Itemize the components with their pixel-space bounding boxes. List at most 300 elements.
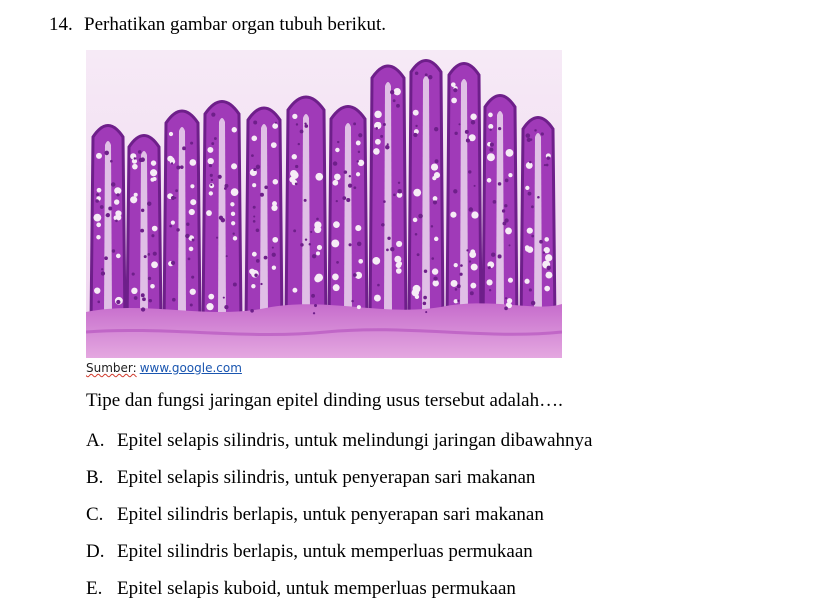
cell-nucleus — [425, 73, 428, 76]
cell-nucleus — [336, 261, 339, 264]
cell-nucleus — [534, 129, 537, 132]
goblet-cell — [251, 284, 255, 288]
cell-nucleus — [116, 193, 119, 196]
cell-nucleus — [106, 214, 109, 217]
cell-nucleus — [471, 120, 475, 124]
cell-nucleus — [493, 200, 497, 204]
goblet-cell — [451, 98, 457, 104]
cell-nucleus — [390, 247, 394, 251]
goblet-cell — [450, 212, 456, 218]
option-a[interactable] — [86, 430, 592, 467]
cell-nucleus — [453, 88, 457, 92]
cell-nucleus — [233, 283, 237, 287]
goblet-cell — [116, 254, 121, 259]
goblet-cell — [335, 148, 339, 152]
source-link[interactable]: www.google.com — [139, 361, 242, 375]
cell-nucleus — [314, 304, 317, 307]
cell-nucleus — [544, 164, 546, 166]
goblet-cell — [488, 113, 493, 118]
goblet-cell — [413, 218, 418, 223]
cell-nucleus — [423, 296, 427, 300]
goblet-cell — [331, 240, 339, 248]
cell-nucleus — [147, 202, 151, 206]
goblet-cell — [208, 158, 214, 164]
cell-nucleus — [253, 168, 256, 171]
image-source — [86, 361, 242, 375]
cell-nucleus — [171, 196, 175, 200]
goblet-cell — [525, 247, 530, 252]
cell-nucleus — [469, 207, 474, 212]
cell-nucleus — [293, 229, 296, 232]
cell-nucleus — [504, 307, 508, 311]
cell-nucleus — [505, 179, 509, 183]
cell-nucleus — [190, 142, 193, 145]
cell-nucleus — [140, 229, 144, 233]
goblet-cell — [114, 187, 121, 194]
cell-nucleus — [254, 273, 257, 276]
goblet-cell — [451, 280, 458, 287]
cell-nucleus — [253, 215, 255, 217]
villus-core — [422, 76, 430, 315]
cell-nucleus — [490, 143, 494, 147]
cell-nucleus — [357, 242, 362, 247]
cell-nucleus — [491, 252, 495, 256]
cell-nucleus — [310, 231, 312, 233]
goblet-cell — [251, 136, 257, 142]
cell-nucleus — [110, 160, 113, 163]
goblet-cell — [487, 279, 493, 285]
goblet-cell — [487, 153, 495, 161]
cell-nucleus — [380, 135, 383, 138]
cell-nucleus — [377, 284, 380, 287]
cell-nucleus — [418, 214, 423, 219]
goblet-cell — [209, 191, 213, 195]
cell-nucleus — [458, 123, 460, 125]
cell-nucleus — [96, 193, 99, 196]
cell-nucleus — [148, 277, 151, 280]
goblet-cell — [432, 268, 438, 274]
cell-nucleus — [454, 132, 457, 135]
goblet-cell — [377, 122, 381, 126]
goblet-cell — [471, 211, 478, 218]
goblet-cell — [97, 188, 102, 193]
cell-nucleus — [344, 170, 348, 174]
goblet-cell — [231, 188, 239, 196]
cell-nucleus — [375, 127, 378, 130]
cell-nucleus — [151, 234, 154, 237]
cell-nucleus — [342, 196, 346, 200]
cell-nucleus — [111, 182, 115, 186]
cell-nucleus — [219, 216, 223, 220]
cell-nucleus — [488, 266, 491, 269]
cell-nucleus — [272, 253, 276, 257]
goblet-cell — [273, 179, 279, 185]
cell-nucleus — [539, 240, 543, 244]
cell-nucleus — [211, 113, 215, 117]
villus-core — [178, 127, 186, 315]
goblet-cell — [315, 173, 323, 181]
cell-nucleus — [188, 258, 191, 261]
goblet-cell — [314, 275, 321, 282]
cell-nucleus — [457, 284, 461, 288]
intestinal-villi-image — [86, 50, 562, 358]
cell-nucleus — [460, 264, 463, 267]
cell-nucleus — [138, 150, 142, 154]
cell-nucleus — [141, 307, 145, 311]
goblet-cell — [96, 153, 102, 159]
goblet-cell — [133, 288, 138, 293]
option-d[interactable] — [86, 541, 592, 578]
cell-nucleus — [275, 122, 277, 124]
goblet-cell — [271, 142, 277, 148]
cell-nucleus — [433, 200, 437, 204]
cell-nucleus — [210, 184, 212, 186]
cell-nucleus — [531, 205, 534, 208]
cell-nucleus — [216, 237, 218, 239]
cell-nucleus — [169, 225, 172, 228]
option-text: Epitel silindris berlapis, untuk penyerapan sari makanan — [117, 504, 544, 525]
cell-nucleus — [104, 151, 109, 156]
cell-nucleus — [185, 234, 190, 239]
cell-nucleus — [415, 71, 419, 75]
cell-nucleus — [387, 237, 390, 240]
goblet-cell — [525, 186, 529, 190]
goblet-cell — [134, 193, 138, 197]
cell-nucleus — [498, 254, 502, 258]
goblet-cell — [206, 303, 213, 310]
cell-nucleus — [547, 266, 551, 270]
option-text: Epitel selapis kuboid, untuk memperluas permukaan — [117, 578, 516, 599]
question-title: Perhatikan gambar organ tubuh berikut. — [84, 14, 386, 35]
cell-nucleus — [469, 260, 471, 262]
goblet-cell — [190, 199, 196, 205]
goblet-cell — [544, 286, 550, 292]
cell-nucleus — [508, 244, 510, 246]
cell-nucleus — [116, 300, 120, 304]
goblet-cell — [506, 149, 514, 157]
goblet-cell — [272, 266, 276, 270]
question-stem: Tipe dan fungsi jaringan epitel dinding usus tersebut adalah…. — [86, 390, 563, 411]
cell-nucleus — [316, 218, 319, 221]
goblet-cell — [231, 163, 237, 169]
goblet-cell — [545, 272, 552, 279]
cell-nucleus — [466, 249, 468, 251]
goblet-cell — [169, 132, 173, 136]
cell-nucleus — [115, 219, 118, 222]
cell-nucleus — [531, 235, 534, 238]
option-letter: B. — [86, 467, 104, 488]
villus-core — [302, 114, 310, 315]
goblet-cell — [230, 202, 234, 206]
goblet-cell — [527, 228, 533, 234]
cell-nucleus — [104, 256, 108, 260]
option-text: Epitel selapis silindris, untuk penyerapan sari makanan — [117, 467, 536, 488]
option-text: Epitel silindris berlapis, untuk memperluas permukaan — [117, 541, 533, 562]
cell-nucleus — [541, 132, 544, 135]
cell-nucleus — [465, 130, 469, 134]
cell-nucleus — [386, 248, 389, 251]
cell-nucleus — [381, 224, 383, 226]
cell-nucleus — [304, 122, 306, 124]
cell-nucleus — [226, 255, 228, 257]
cell-nucleus — [211, 179, 213, 181]
cell-nucleus — [256, 165, 260, 169]
cell-nucleus — [530, 138, 533, 141]
cell-nucleus — [415, 125, 417, 127]
cell-nucleus — [396, 104, 400, 108]
cell-nucleus — [313, 312, 315, 314]
cell-nucleus — [190, 304, 193, 307]
goblet-cell — [505, 227, 512, 234]
goblet-cell — [332, 274, 339, 281]
cell-nucleus — [489, 148, 493, 152]
goblet-cell — [507, 298, 512, 303]
cell-nucleus — [295, 183, 298, 186]
goblet-cell — [487, 178, 492, 183]
goblet-cell — [434, 237, 438, 241]
cell-nucleus — [182, 146, 186, 150]
cell-nucleus — [431, 225, 433, 227]
cell-nucleus — [459, 273, 462, 276]
cell-nucleus — [211, 142, 214, 145]
cell-nucleus — [470, 291, 474, 295]
cell-nucleus — [260, 193, 264, 197]
option-b[interactable] — [86, 467, 592, 504]
cell-nucleus — [543, 251, 545, 253]
villus-core — [140, 151, 148, 315]
goblet-cell — [114, 199, 119, 204]
cell-nucleus — [304, 199, 307, 202]
cell-nucleus — [504, 218, 508, 222]
goblet-cell — [167, 156, 173, 162]
cell-nucleus — [305, 124, 309, 128]
goblet-cell — [96, 235, 100, 239]
cell-nucleus — [431, 257, 434, 260]
goblet-cell — [96, 223, 101, 228]
cell-nucleus — [498, 127, 501, 130]
cell-nucleus — [425, 311, 427, 313]
cell-nucleus — [489, 129, 491, 131]
goblet-cell — [93, 214, 101, 222]
goblet-cell — [413, 189, 421, 197]
goblet-cell — [132, 164, 138, 170]
cell-nucleus — [349, 175, 351, 177]
goblet-cell — [292, 288, 297, 293]
cell-nucleus — [300, 243, 303, 246]
cell-nucleus — [141, 209, 144, 212]
goblet-cell — [152, 226, 158, 232]
cell-nucleus — [250, 309, 254, 313]
cell-nucleus — [434, 127, 438, 131]
cell-nucleus — [358, 151, 360, 153]
cell-nucleus — [346, 198, 350, 202]
cell-nucleus — [256, 228, 260, 232]
cell-nucleus — [435, 159, 439, 163]
cell-nucleus — [383, 200, 386, 203]
cell-nucleus — [176, 228, 179, 231]
cell-nucleus — [101, 271, 105, 275]
villus-core — [534, 133, 542, 315]
cell-nucleus — [498, 182, 501, 185]
cell-nucleus — [298, 143, 300, 145]
goblet-cell — [150, 169, 157, 176]
goblet-cell — [332, 180, 338, 186]
villus-core — [104, 141, 112, 315]
cell-nucleus — [171, 162, 173, 164]
goblet-cell — [189, 247, 194, 252]
cell-nucleus — [457, 300, 459, 302]
goblet-cell — [190, 184, 194, 188]
cell-nucleus — [504, 204, 507, 207]
goblet-cell — [207, 147, 213, 153]
cell-nucleus — [171, 261, 175, 265]
goblet-cell — [375, 139, 381, 145]
goblet-cell — [470, 249, 475, 254]
cell-nucleus — [112, 249, 115, 252]
cell-nucleus — [153, 252, 157, 256]
cell-nucleus — [253, 121, 257, 125]
goblet-cell — [470, 114, 476, 120]
goblet-cell — [356, 141, 361, 146]
cell-nucleus — [385, 145, 389, 149]
answer-options — [86, 430, 592, 615]
cell-nucleus — [141, 293, 145, 297]
cell-nucleus — [142, 297, 146, 301]
cell-nucleus — [312, 254, 316, 258]
cell-nucleus — [209, 164, 212, 167]
cell-nucleus — [256, 259, 260, 263]
option-e[interactable] — [86, 578, 592, 615]
goblet-cell — [508, 173, 512, 177]
goblet-cell — [233, 236, 237, 240]
cell-nucleus — [546, 164, 549, 167]
option-c[interactable] — [86, 504, 592, 541]
goblet-cell — [271, 205, 277, 211]
goblet-cell — [151, 160, 156, 165]
cell-nucleus — [398, 182, 400, 184]
option-text: Epitel selapis silindris, untuk melindungi jaringan dibawahnya — [117, 430, 593, 451]
cell-nucleus — [180, 165, 184, 169]
goblet-cell — [524, 279, 529, 284]
cell-nucleus — [95, 199, 99, 203]
goblet-cell — [130, 196, 137, 203]
cell-nucleus — [305, 238, 307, 240]
goblet-cell — [373, 148, 380, 155]
goblet-cell — [208, 294, 214, 300]
goblet-cell — [412, 289, 419, 296]
goblet-cell — [290, 170, 297, 177]
cell-nucleus — [433, 276, 437, 280]
option-letter: D. — [86, 541, 105, 562]
goblet-cell — [374, 111, 381, 118]
goblet-cell — [396, 268, 402, 274]
cell-nucleus — [537, 196, 540, 199]
cell-nucleus — [264, 256, 268, 260]
cell-nucleus — [528, 192, 532, 196]
cell-nucleus — [224, 305, 228, 309]
cell-nucleus — [428, 75, 432, 79]
cell-nucleus — [232, 233, 234, 235]
goblet-cell — [206, 210, 212, 216]
cell-nucleus — [192, 239, 195, 242]
cell-nucleus — [353, 186, 356, 189]
cell-nucleus — [300, 130, 304, 134]
goblet-cell — [153, 177, 157, 181]
goblet-cell — [333, 221, 340, 228]
goblet-cell — [398, 262, 402, 266]
goblet-cell — [190, 159, 197, 166]
goblet-cell — [432, 176, 436, 180]
goblet-cell — [292, 154, 297, 159]
cell-nucleus — [531, 301, 535, 305]
goblet-cell — [252, 252, 257, 257]
cell-nucleus — [296, 123, 298, 125]
cell-nucleus — [253, 206, 256, 209]
cell-nucleus — [333, 161, 337, 165]
villus-core — [384, 82, 392, 315]
goblet-cell — [358, 259, 363, 264]
goblet-cell — [526, 162, 533, 169]
cell-nucleus — [175, 189, 178, 192]
goblet-cell — [470, 283, 476, 289]
cell-nucleus — [140, 157, 145, 162]
cell-nucleus — [474, 185, 476, 187]
cell-nucleus — [351, 300, 353, 302]
goblet-cell — [394, 88, 401, 95]
cell-nucleus — [225, 184, 229, 188]
cell-nucleus — [348, 184, 352, 188]
goblet-cell — [150, 284, 155, 289]
goblet-cell — [272, 123, 278, 129]
goblet-cell — [372, 257, 380, 265]
goblet-cell — [94, 287, 100, 293]
cell-nucleus — [272, 247, 274, 249]
cell-nucleus — [100, 205, 104, 209]
villus-core — [460, 79, 468, 315]
option-letter: C. — [86, 504, 104, 525]
cell-nucleus — [413, 133, 417, 137]
cell-nucleus — [468, 170, 471, 173]
cell-nucleus — [383, 123, 386, 126]
cell-nucleus — [97, 301, 100, 304]
goblet-cell — [252, 183, 256, 187]
goblet-cell — [272, 237, 278, 243]
cell-nucleus — [147, 253, 150, 256]
cell-nucleus — [529, 161, 531, 163]
cell-nucleus — [264, 185, 268, 189]
cell-nucleus — [149, 299, 152, 302]
goblet-cell — [454, 263, 458, 267]
cell-nucleus — [502, 209, 505, 212]
cell-nucleus — [251, 154, 254, 157]
goblet-cell — [433, 280, 439, 286]
cell-nucleus — [390, 90, 394, 94]
goblet-cell — [356, 172, 360, 176]
goblet-cell — [545, 254, 552, 261]
goblet-cell — [232, 127, 237, 132]
cell-nucleus — [358, 133, 362, 137]
goblet-cell — [190, 289, 196, 295]
option-letter: A. — [86, 430, 105, 451]
cell-nucleus — [387, 143, 389, 145]
cell-nucleus — [172, 298, 176, 302]
cell-nucleus — [417, 253, 420, 256]
goblet-cell — [189, 209, 195, 215]
cell-nucleus — [348, 243, 351, 246]
goblet-cell — [355, 225, 361, 231]
cell-nucleus — [353, 122, 356, 125]
goblet-cell — [357, 305, 361, 309]
